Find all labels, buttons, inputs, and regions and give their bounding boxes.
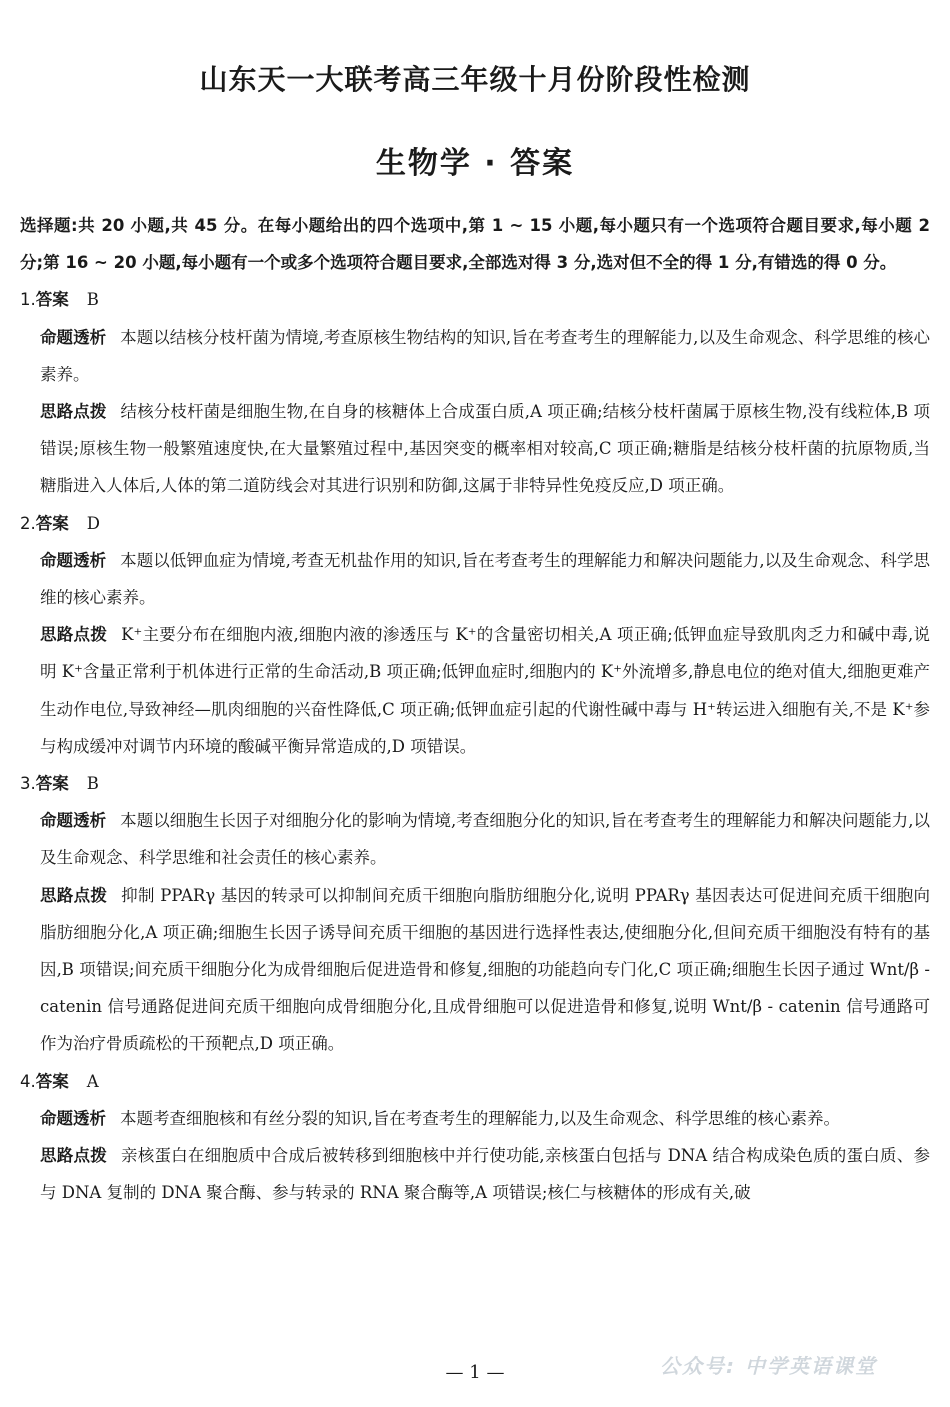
instructions: 选择题:共 20 小题,共 45 分。在每小题给出的四个选项中,第 1 ~ 15 小题,每小题只有一个选项符合题目要求,每小题 2 分;第 16 ~ 20 小题,每小题有一个或多个选项符合题目要求,全部选对得 3 分,选对但不全的得 1 分,有错选的得 0 分。 xyxy=(20,216,930,273)
answer-label: 答案 xyxy=(35,290,69,310)
analysis-label: 命题透析 xyxy=(40,550,107,570)
solution-label: 思路点拨 xyxy=(40,885,108,905)
analysis-text: 本题以低钾血症为情境,考查无机盐作用的知识,旨在考查考生的理解能力和解决问题能力,以及生命观念、科学思维的核心素养。 xyxy=(40,550,930,608)
question-4-header xyxy=(20,1063,930,1100)
question-3-analysis xyxy=(20,802,930,876)
page-title: 山东天一大联考高三年级十月份阶段性检测 xyxy=(199,63,751,96)
page-subtitle: 生物学 · 答案 xyxy=(375,146,575,181)
answer-value: B xyxy=(86,290,99,310)
analysis-text: 本题以结核分枝杆菌为情境,考查原核生物结构的知识,旨在考查考生的理解能力,以及生命观念、科学思维的核心素养。 xyxy=(40,327,930,384)
solution-text: 结核分枝杆菌是细胞生物,在自身的核糖体上合成蛋白质,A 项正确;结核分枝杆菌属于原核生物,没有线粒体,B 项错误;原核生物一般繁殖速度快,在大量繁殖过程中,基因突变的概率相对较高,C 项正确;糖脂是结核分枝杆菌的抗原物质,当糖脂进入人体后,人体的第二道防线会对其进行识别和防御,这属于非特异性免疫反应,D 项正确。 xyxy=(40,402,931,496)
solution-label: 思路点拨 xyxy=(40,402,107,422)
solution-text: 抑制 PPARγ 基因的转录可以抑制间充质干细胞向脂肪细胞分化,说明 PPARγ 基因表达可促进间充质干细胞向脂肪细胞分化,A 项正确;细胞生长因子诱导间充质干细胞的基因进行选择性表达,使细胞分化,但间充质干细胞没有特有的基因,B 项错误;间充质干细胞分化为成骨细胞后促进造骨和修复,细胞的功能趋向专门化,C 项正确;细胞生长因子通过 Wnt/β - catenin 信号通路促进间充质干细胞向成骨细胞分化,且成骨细胞可以促进造骨和修复,说明 Wnt/β - catenin 信号通路可作为治疗骨质疏松的干预靶点,D 项正确。 xyxy=(40,885,930,1054)
question-number: 3. xyxy=(20,774,36,794)
analysis-text: 本题考查细胞核和有丝分裂的知识,旨在考查考生的理解能力,以及生命观念、科学思维的核心素养。 xyxy=(120,1108,840,1128)
answer-content xyxy=(20,207,930,1211)
analysis-label: 命题透析 xyxy=(40,327,107,347)
watermark: 公众号: 中学英语课堂 xyxy=(660,1354,877,1378)
question-1-analysis xyxy=(20,319,930,393)
analysis-label: 命题透析 xyxy=(40,1108,106,1128)
question-4-solution xyxy=(20,1137,930,1211)
question-3-solution xyxy=(20,877,930,1063)
question-1-solution xyxy=(20,393,930,505)
solution-label: 思路点拨 xyxy=(40,1146,107,1166)
answer-label: 答案 xyxy=(35,774,69,794)
answer-label: 答案 xyxy=(35,513,69,533)
answer-value: B xyxy=(86,774,99,794)
answer-value: D xyxy=(86,513,100,533)
analysis-text: 本题以细胞生长因子对细胞分化的影响为情境,考查细胞分化的知识,旨在考查考生的理解能力和解决问题能力,以及生命观念、科学思维和社会责任的核心素养。 xyxy=(40,811,930,868)
solution-text: 亲核蛋白在细胞质中合成后被转移到细胞核中并行使功能,亲核蛋白包括与 DNA 结合构成染色质的蛋白质、参与 DNA 复制的 DNA 聚合酶、参与转录的 RNA 聚合酶等,A 项错误;核仁与核糖体的形成有关,破 xyxy=(40,1146,931,1203)
analysis-label: 命题透析 xyxy=(40,811,107,831)
question-2-analysis xyxy=(20,542,930,616)
answer-value: A xyxy=(86,1071,99,1091)
question-4-analysis xyxy=(20,1100,930,1137)
page-number: — 1 — xyxy=(445,1362,505,1383)
question-number: 2. xyxy=(20,513,36,533)
question-3-header xyxy=(20,765,930,802)
question-1-header xyxy=(20,281,930,318)
solution-text: K⁺主要分布在细胞内液,细胞内液的渗透压与 K⁺的含量密切相关,A 项正确;低钾血症导致肌肉乏力和碱中毒,说明 K⁺含量正常利于机体进行正常的生命活动,B 项正确;低钾血症时,细胞内的 K⁺外流增多,静息电位的绝对值大,细胞更难产生动作电位,导致神经—肌肉细胞的兴奋性降低,C 项正确;低钾血症引起的代谢性碱中毒与 H⁺转运进入细胞有关,不是 K⁺参与构成缓冲对调节内环境的酸碱平衡异常造成的,D 项错误。 xyxy=(40,625,931,756)
answer-label: 答案 xyxy=(35,1071,69,1091)
question-number: 1. xyxy=(20,290,36,310)
solution-label: 思路点拨 xyxy=(40,625,108,645)
question-number: 4. xyxy=(20,1071,36,1091)
question-2-solution xyxy=(20,616,930,765)
question-2-header xyxy=(20,505,930,542)
